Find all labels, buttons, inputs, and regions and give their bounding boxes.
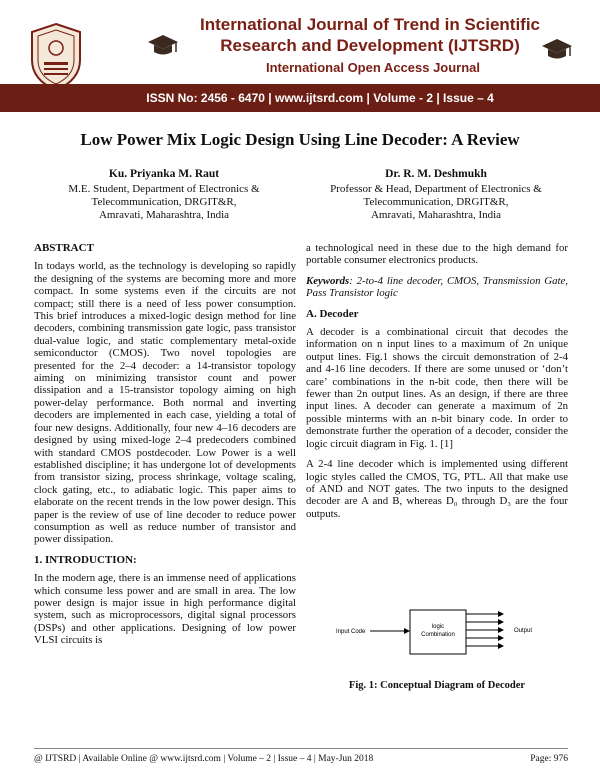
output-arrows <box>466 611 504 649</box>
journal-title <box>150 14 590 56</box>
introduction-continued: a technological need in these due to the high demand for portable consumer electronics products. <box>306 242 568 267</box>
logic-block-label-1: logic <box>431 624 445 630</box>
author-name: Dr. R. M. Deshmukh <box>385 168 487 180</box>
keywords <box>306 275 568 300</box>
keywords-label: Keywords <box>306 274 350 287</box>
output-label: Output <box>514 628 533 634</box>
author-affiliation: Telecommunication, DRGIT&R, <box>91 196 237 208</box>
right-column <box>306 242 568 528</box>
abstract-text: In todays world, as the technology is developing so rapidly the designing of the systems are becoming more and more compact. In some systems even if the circuits are not compact; still there is a need of less power consumption. This brief introduces a mixed-logic design method for line decoders, combining transmission gate logic, pass transistor dual-value logic, and static complementary metal-oxide semiconductor (CMOS). Two novel topologies are presented for the 2–4 decoder: a 14-transistor topology aiming on minimizing transistor count and power dissipation and a 15-transistor topology aiming on high power-delay performance. Both normal and inverting decoders are implemented in each case, yielding a total of four new designs. Additionally, four new 4–16 decoders are designed by using mixed-loge 2–4 predecoders combined with standard CMOS postdecoder. Low Power is a well established discipline; it has undergone lot of developments from transistor sizing, process shrinkage, voltage scaling, clock gating, etc., to adiabatic logic. This paper aims to elaborate on the recent trends in the low power design. This paper is the review of use of line decoder to reduce power consumption as well as reduce number of transistor and power dissipation. <box>34 260 296 546</box>
abstract-heading: ABSTRACT <box>34 242 94 254</box>
decoder-heading: A. Decoder <box>306 307 359 320</box>
footer-divider <box>34 748 568 749</box>
introduction-heading: 1. INTRODUCTION: <box>34 553 137 566</box>
left-column <box>34 242 296 655</box>
page-number: Page: 976 <box>530 754 568 764</box>
decoder-text: A decoder is a combinational circuit that decodes the information on n input lines to a maximum of 2n unique output lines. Fig.1 shows the circuit demonstration of 2-4 and 4-16 line decoders. If there are some unused or ‘don’t care’ combinations in the n-bit code, then there will be fewer than 2n output lines. As an design, if there are three input lines. A decoder can generate a maximum of 2n possible minterms with an n-bit binary code. In order to demonstrate further the operation of a decoder, consider the logic circuit diagram in Fig. 1. [1] <box>306 326 568 450</box>
introduction-text: In the modern age, there is an immense need of applications which consume less power and are small in area. The low power design is major issue in high performance digital system, such as microprocessors, digital signal processors (DSPs) and other applications. Designing of low power VLSI circuits is <box>34 572 296 647</box>
author-block <box>306 168 566 222</box>
journal-header <box>0 0 600 112</box>
author-block <box>34 168 294 222</box>
author-affiliation: Amravati, Maharashtra, India <box>370 209 502 221</box>
issn-text: ISSN No: 2456 - 6470 | www.ijtsrd.com | Volume - 2 | Issue – 4 <box>146 91 494 105</box>
journal-logo <box>28 22 84 92</box>
author-affiliation: Amravati, Maharashtra, India <box>98 209 230 221</box>
graduation-cap-icon <box>540 36 574 62</box>
input-arrow-head <box>404 628 410 634</box>
logic-block-label-2: Combination <box>421 632 455 638</box>
keywords-text: : 2-to-4 line decoder, CMOS, Transmission Gate, Pass Transistor logic <box>306 274 568 300</box>
open-access-label: International Open Access Journal <box>265 60 481 75</box>
author-affiliation: M.E. Student, Department of Electronics & <box>68 183 260 195</box>
input-code-label: Input Code <box>336 629 366 635</box>
journal-title-line2: Research and Development (IJTSRD) <box>220 36 520 55</box>
figure-caption: Fig. 1: Conceptual Diagram of Decoder <box>348 680 526 691</box>
author-affiliation: Professor & Head, Department of Electronics & <box>330 183 542 195</box>
decoder-text-2: A 2-4 line decoder which is implemented using different logic styles called the CMOS, TG, PTL. All that make use of AND and NOT gates. The two inputs to the designed decoder are A and B, whereas D₀ through D₃ are the four outputs. <box>306 458 568 520</box>
author-affiliation: Telecommunication, DRGIT&R, <box>363 196 509 208</box>
paper-title: Low Power Mix Logic Design Using Line Decoder: A Review <box>80 130 520 149</box>
author-name: Ku. Priyanka M. Raut <box>108 168 220 180</box>
footer-info: @ IJTSRD | Available Online @ www.ijtsrd.com | Volume – 2 | Issue – 4 | May-Jun 2018 <box>34 754 374 764</box>
journal-title-line1: International Journal of Trend in Scientific <box>199 15 541 34</box>
issn-bar <box>0 84 600 112</box>
